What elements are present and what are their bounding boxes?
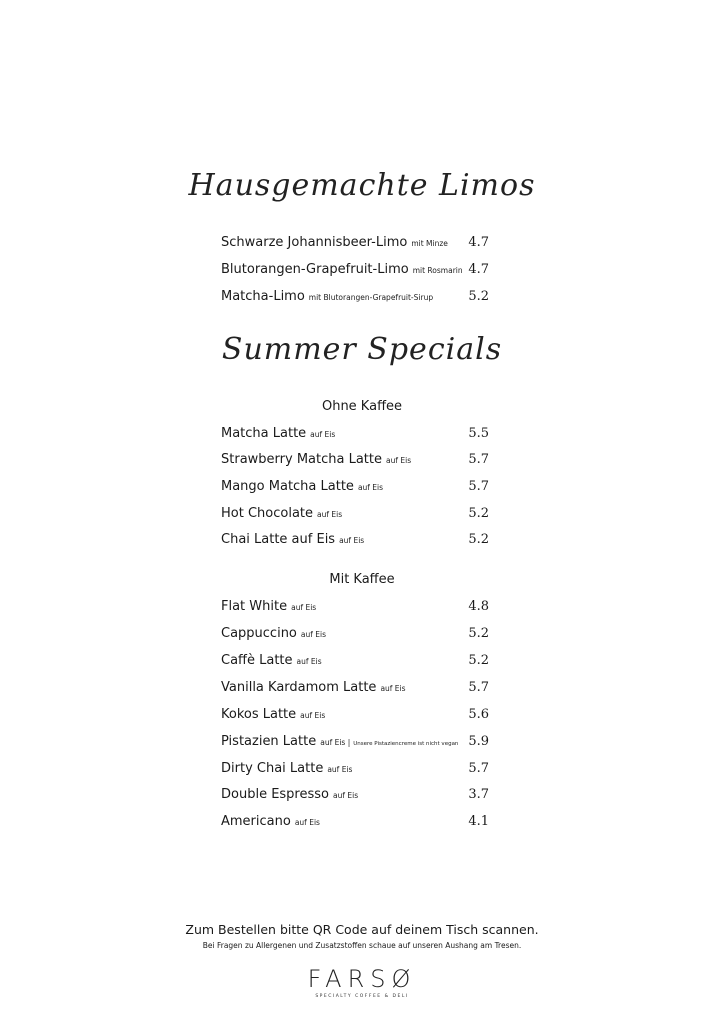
section-title-summer-specials: Summer Specials	[221, 332, 503, 367]
item-note: auf Eis	[386, 456, 412, 465]
menu-item	[221, 787, 489, 807]
item-note: auf Eis	[380, 684, 406, 693]
menu-item	[221, 479, 489, 499]
item-name: Caffè Latte	[221, 653, 293, 668]
item-name: Matcha Latte	[221, 426, 307, 441]
item-note: auf Eis	[310, 430, 336, 439]
item-note: auf Eis	[317, 510, 343, 519]
item-price: 5.2	[468, 653, 489, 668]
item-note: auf Eis	[327, 765, 353, 774]
menu-item	[221, 426, 489, 446]
section-title-limos: Hausgemachte Limos	[188, 168, 536, 203]
item-price: 4.7	[468, 235, 489, 250]
item-price: 5.7	[468, 452, 489, 467]
item-note: auf Eis	[339, 536, 365, 545]
item-note: mit Minze	[411, 239, 448, 248]
item-name: Vanilla Kardamom Latte	[221, 680, 377, 695]
item-name: Kokos Latte	[221, 707, 297, 722]
item-name: Dirty Chai Latte	[221, 761, 324, 776]
item-name: Matcha-Limo	[221, 289, 305, 304]
item-price: 5.9	[468, 734, 489, 749]
item-note: auf Eis	[296, 657, 322, 666]
menu-item	[221, 707, 489, 727]
order-instructions: Zum Bestellen bitte QR Code auf deinem Tisch scannen.	[185, 922, 539, 937]
menu-item	[221, 506, 489, 526]
item-name: Strawberry Matcha Latte	[221, 452, 382, 467]
item-price: 5.2	[468, 626, 489, 641]
menu-item	[221, 262, 489, 282]
item-price: 3.7	[468, 787, 489, 802]
brand-tagline: SPECIALTY COFFEE & DELI	[315, 994, 409, 999]
item-name: Mango Matcha Latte	[221, 479, 354, 494]
menu-item	[221, 532, 489, 552]
item-name: Pistazien Latte	[221, 734, 317, 749]
item-note: auf Eis	[300, 630, 326, 639]
item-price: 4.7	[468, 262, 489, 277]
item-note: auf Eis |	[320, 738, 351, 747]
item-name: Schwarze Johannisbeer-Limo	[221, 235, 408, 250]
menu-item	[221, 235, 489, 255]
item-name: Americano	[221, 814, 291, 829]
item-note: mit Rosmarin	[412, 266, 463, 275]
item-price: 5.7	[468, 680, 489, 695]
item-price: 5.5	[468, 426, 489, 441]
item-name: Cappuccino	[221, 626, 297, 641]
item-name: Flat White	[221, 599, 288, 614]
menu-item	[221, 761, 489, 781]
menu-item	[221, 626, 489, 646]
subheading-mit-kaffee: Mit Kaffee	[329, 572, 395, 587]
menu-item	[221, 734, 489, 754]
item-price: 5.7	[468, 479, 489, 494]
subheading-ohne-kaffee: Ohne Kaffee	[321, 399, 403, 414]
brand-logo: FARSØ	[307, 965, 417, 993]
item-name: Hot Chocolate	[221, 506, 314, 521]
item-name: Double Espresso	[221, 787, 329, 802]
item-name: Chai Latte auf Eis	[221, 532, 336, 547]
menu-item	[221, 452, 489, 472]
item-note: auf Eis	[300, 711, 326, 720]
item-price: 5.2	[468, 532, 489, 547]
item-price: 5.2	[468, 506, 489, 521]
item-note: mit Blutorangen-Grapefruit-Sirup	[308, 293, 434, 302]
item-note: auf Eis	[294, 818, 320, 827]
menu-item	[221, 599, 489, 619]
item-note: auf Eis	[357, 483, 384, 492]
menu-item	[221, 653, 489, 673]
item-note: auf Eis	[333, 791, 359, 800]
item-price: 4.1	[468, 814, 489, 829]
allergen-notice: Bei Fragen zu Allergenen und Zusatzstoffen schaue auf unseren Aushang am Tresen.	[202, 941, 522, 950]
item-price: 5.7	[468, 761, 489, 776]
item-price: 4.8	[468, 599, 489, 614]
menu-item	[221, 814, 489, 834]
item-note: auf Eis	[291, 603, 317, 612]
item-price: 5.2	[468, 289, 489, 304]
item-name: Blutorangen-Grapefruit-Limo	[221, 262, 409, 277]
menu-item	[221, 680, 489, 700]
item-price: 5.6	[468, 707, 489, 722]
menu-item	[221, 289, 489, 309]
item-allergen-note: Unsere Pistaziencreme ist nicht vegan	[353, 741, 459, 747]
